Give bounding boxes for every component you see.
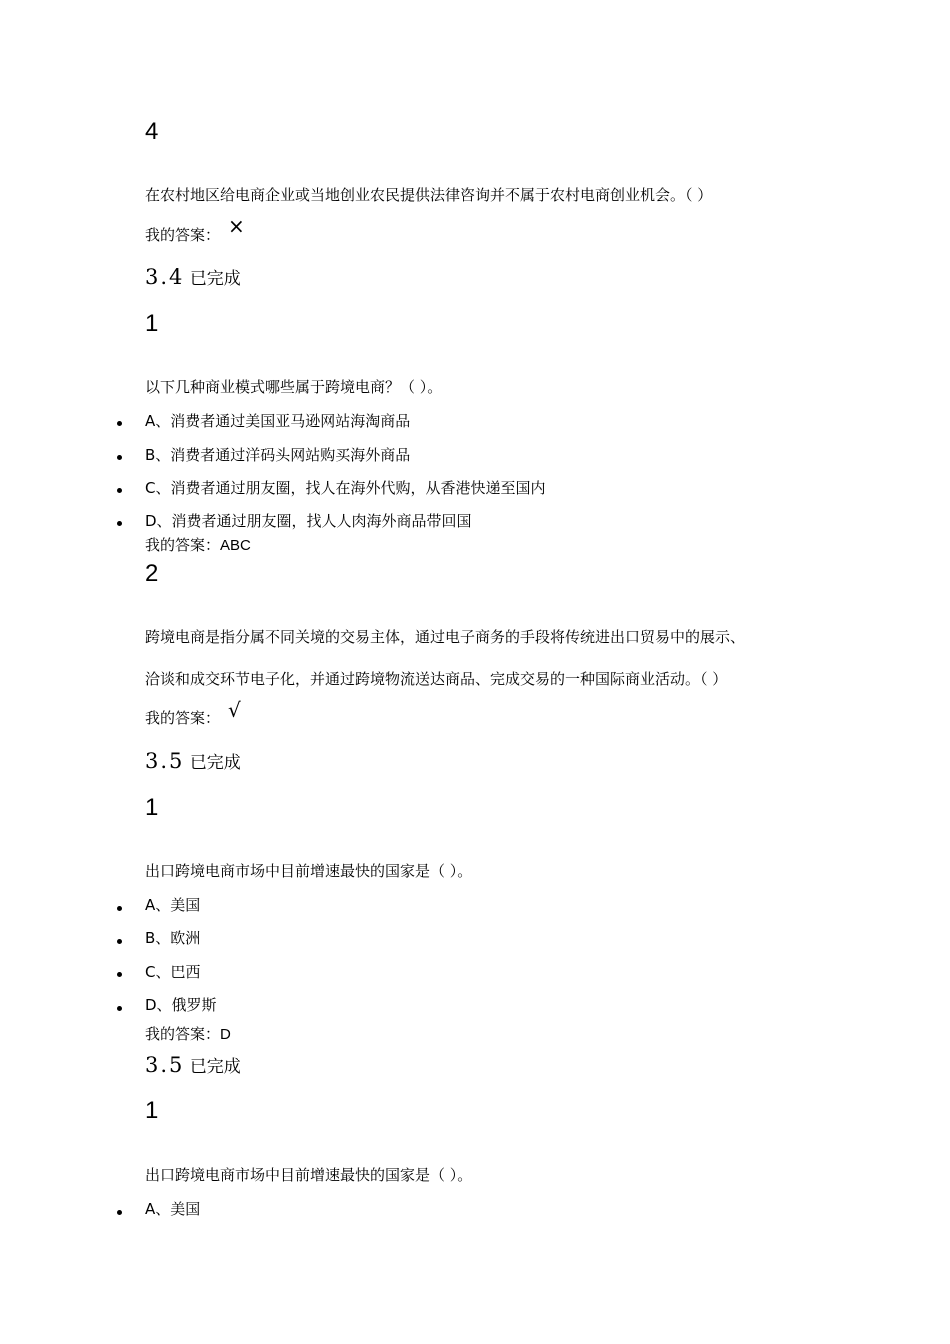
list-bullet bbox=[117, 488, 122, 493]
option-a: A、美国 bbox=[145, 896, 201, 914]
section-number: 3.4 bbox=[145, 265, 185, 289]
list-bullet bbox=[117, 1210, 122, 1215]
option-a: A、消费者通过美国亚马逊网站海淘商品 bbox=[145, 412, 411, 430]
question-number: 1 bbox=[145, 310, 159, 337]
option-a: A、美国 bbox=[145, 1200, 201, 1218]
question-number: 1 bbox=[145, 1097, 159, 1124]
answer-label: 我的答案： bbox=[145, 226, 221, 244]
answer-line bbox=[145, 1023, 231, 1046]
question-text: 出口跨境电商市场中目前增速最快的国家是（ ）。 bbox=[145, 862, 473, 880]
section-number: 3.5 bbox=[145, 749, 185, 773]
answer-line bbox=[145, 224, 220, 246]
answer-line bbox=[145, 534, 251, 557]
option-c: C、消费者通过朋友圈，找人在海外代购，从香港快递至国内 bbox=[145, 479, 546, 497]
question-text: 以下几种商业模式哪些属于跨境电商？（ ）。 bbox=[145, 378, 443, 396]
question-text-line-2: 洽谈和成交环节电子化，并通过跨境物流送达商品、完成交易的一种国际商业活动。（ ） bbox=[145, 670, 728, 688]
list-bullet bbox=[117, 939, 122, 944]
section-status: 已完成 bbox=[189, 753, 241, 773]
section-heading bbox=[145, 265, 241, 291]
section-status: 已完成 bbox=[189, 1057, 241, 1077]
section-heading bbox=[145, 749, 241, 775]
answer-value: ABC bbox=[220, 537, 251, 554]
answer-check-mark: √ bbox=[228, 698, 241, 722]
option-b: B、欧洲 bbox=[145, 929, 201, 947]
option-b: B、消费者通过洋码头网站购买海外商品 bbox=[145, 446, 411, 464]
answer-label: 我的答案： bbox=[145, 536, 221, 554]
question-number: 4 bbox=[145, 118, 159, 145]
section-status: 已完成 bbox=[189, 269, 241, 289]
answer-line bbox=[145, 707, 220, 729]
answer-label: 我的答案： bbox=[145, 1025, 221, 1043]
option-d: D、俄罗斯 bbox=[145, 996, 217, 1014]
question-number: 2 bbox=[145, 560, 159, 587]
list-bullet bbox=[117, 421, 122, 426]
list-bullet bbox=[117, 972, 122, 977]
list-bullet bbox=[117, 455, 122, 460]
question-number: 1 bbox=[145, 794, 159, 821]
question-text: 出口跨境电商市场中目前增速最快的国家是（ ）。 bbox=[145, 1166, 473, 1184]
list-bullet bbox=[117, 1006, 122, 1011]
question-text-line-1: 跨境电商是指分属不同关境的交易主体，通过电子商务的手段将传统进出口贸易中的展示、 bbox=[145, 628, 746, 646]
answer-label: 我的答案： bbox=[145, 709, 221, 727]
section-number: 3.5 bbox=[145, 1053, 185, 1077]
question-text: 在农村地区给电商企业或当地创业农民提供法律咨询并不属于农村电商创业机会。（ ） bbox=[145, 186, 713, 204]
list-bullet bbox=[117, 521, 122, 526]
list-bullet bbox=[117, 906, 122, 911]
answer-cross-mark: × bbox=[228, 214, 245, 238]
answer-value: D bbox=[220, 1026, 231, 1043]
option-c: C、巴西 bbox=[145, 963, 201, 981]
option-d: D、消费者通过朋友圈，找人人肉海外商品带回国 bbox=[145, 512, 472, 530]
section-heading bbox=[145, 1053, 241, 1079]
